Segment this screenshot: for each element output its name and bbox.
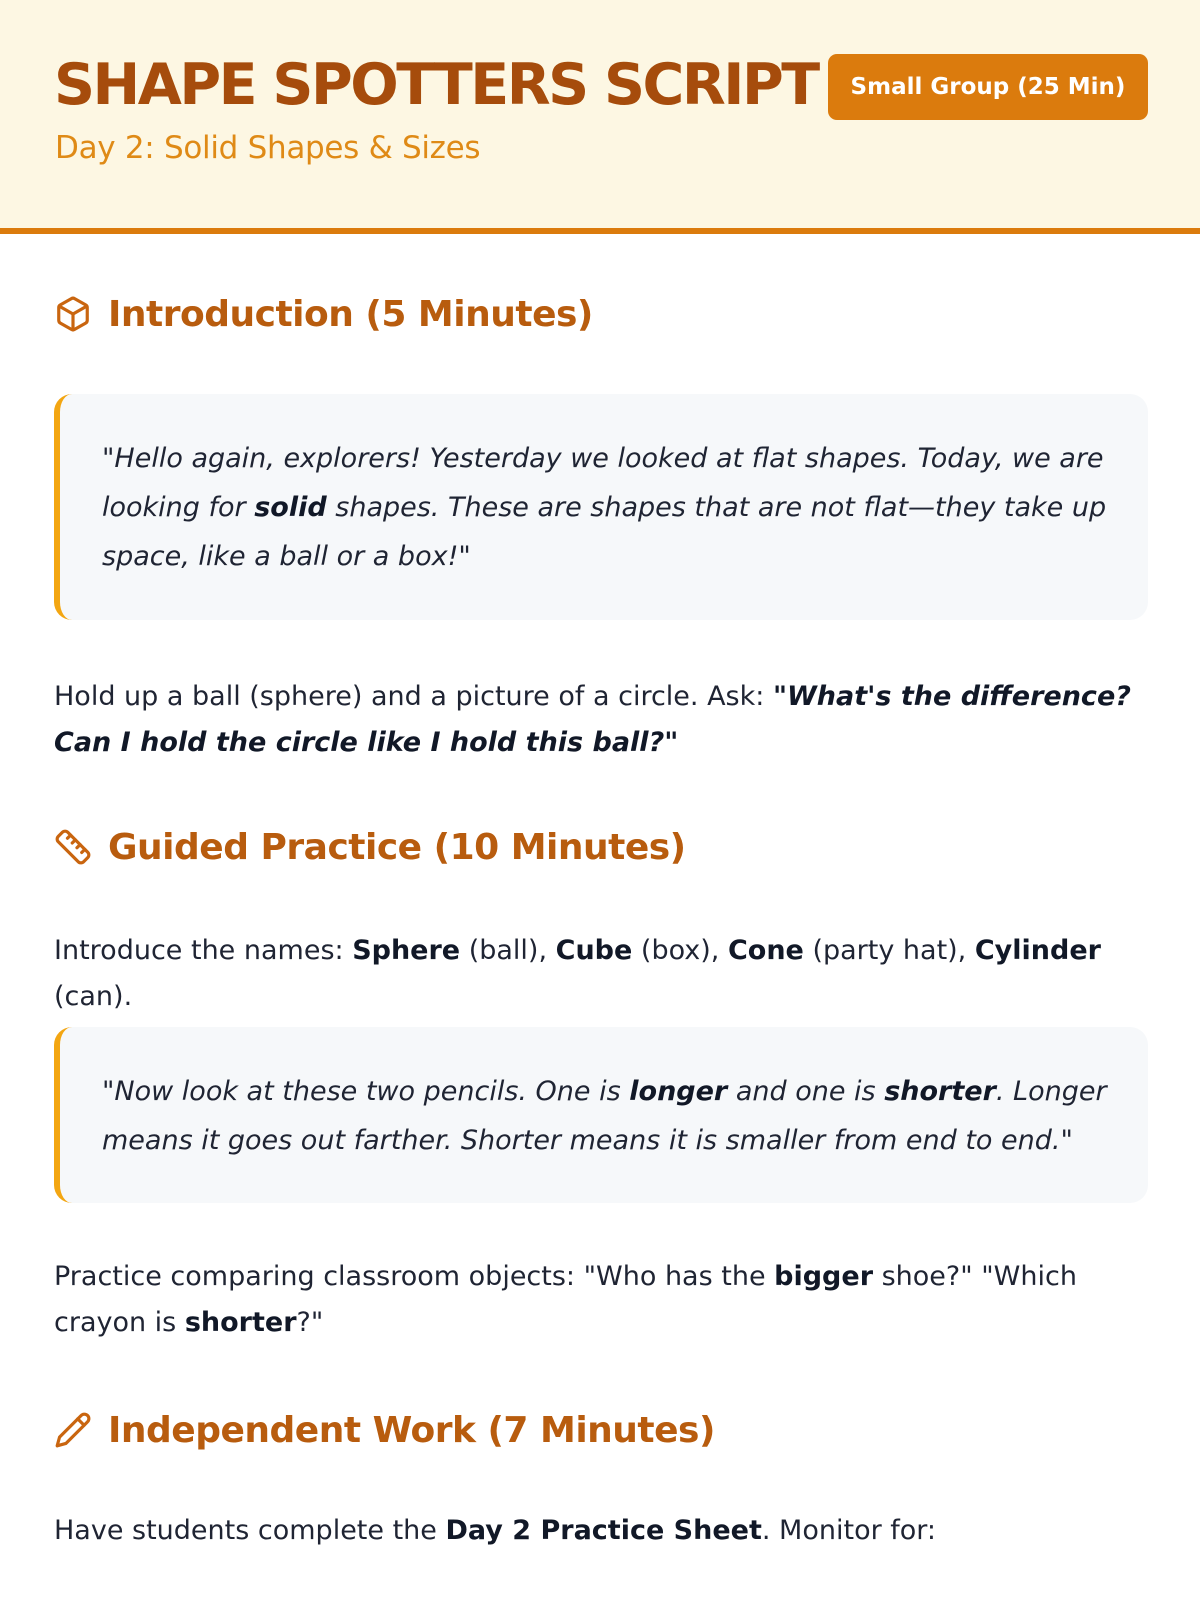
paragraph-emphasis: "What's the difference? Can I hold the circle like I hold this ball?" bbox=[54, 681, 1131, 758]
quote-emphasis: longer bbox=[629, 1076, 728, 1107]
paragraph-emphasis: bigger bbox=[774, 1261, 874, 1292]
shape-name: Cube bbox=[555, 935, 633, 966]
paragraph-text: . Monitor for: bbox=[761, 1515, 937, 1546]
paragraph-text: Have students complete the bbox=[54, 1515, 446, 1546]
paragraph-text: (can). bbox=[54, 981, 133, 1012]
shape-name: Cone bbox=[727, 935, 804, 966]
section-heading-text: Independent Work (7 Minutes) bbox=[108, 1409, 715, 1451]
shape-name: Sphere bbox=[352, 935, 461, 966]
paragraph-text: ?" bbox=[296, 1307, 324, 1338]
paragraph-text: Introduce the names: bbox=[54, 935, 353, 966]
section-heading-text: Guided Practice (10 Minutes) bbox=[108, 826, 686, 868]
paragraph-text: Practice comparing classroom objects: "Who has the bbox=[54, 1261, 775, 1292]
paragraph-text: shoe?" "Which crayon is bbox=[54, 1261, 1077, 1338]
quote-emphasis: shorter bbox=[884, 1076, 996, 1107]
paragraph-emphasis: shorter bbox=[184, 1307, 297, 1338]
teacher-script-quote bbox=[54, 394, 1148, 620]
instruction-paragraph bbox=[54, 1508, 1148, 1554]
section-heading-text: Introduction (5 Minutes) bbox=[108, 293, 593, 335]
page-title: SHAPE SPOTTERS SCRIPT bbox=[54, 52, 818, 118]
paragraph-emphasis: Day 2 Practice Sheet bbox=[445, 1515, 762, 1546]
teacher-script-quote bbox=[54, 1027, 1148, 1203]
section-heading-guided-practice bbox=[54, 821, 686, 873]
paragraph-text: Hold up a ball (sphere) and a picture of a circle. Ask: bbox=[54, 681, 773, 712]
section-heading-independent-work bbox=[54, 1404, 715, 1456]
instruction-paragraph bbox=[54, 1254, 1148, 1346]
paragraph-text: (party hat), bbox=[803, 935, 975, 966]
quote-text: "Now look at these two pencils. One is bbox=[102, 1076, 630, 1107]
quote-emphasis: solid bbox=[254, 492, 327, 523]
quote-text: and one is bbox=[727, 1076, 885, 1107]
pencil-icon bbox=[54, 1411, 92, 1449]
group-duration-badge: Small Group (25 Min) bbox=[828, 54, 1148, 120]
paragraph-text: (box), bbox=[632, 935, 728, 966]
section-heading-introduction bbox=[54, 288, 593, 340]
instruction-paragraph bbox=[54, 928, 1148, 1020]
paragraph-text: (ball), bbox=[460, 935, 556, 966]
quote-text: . Longer means it goes out farther. Shorter means it is smaller from end to end." bbox=[102, 1076, 1107, 1156]
quote-text: shapes. These are shapes that are not flat—they take up space, like a ball or a box!" bbox=[102, 492, 1107, 572]
page-subtitle: Day 2: Solid Shapes & Sizes bbox=[55, 130, 481, 166]
quote-text: "Hello again, explorers! Yesterday we looked at flat shapes. Today, we are looking for bbox=[102, 443, 1104, 523]
ruler-icon bbox=[54, 828, 92, 866]
page-header bbox=[0, 0, 1200, 234]
cube-icon bbox=[54, 295, 92, 333]
shape-name: Cylinder bbox=[974, 935, 1101, 966]
instruction-paragraph bbox=[54, 674, 1148, 766]
